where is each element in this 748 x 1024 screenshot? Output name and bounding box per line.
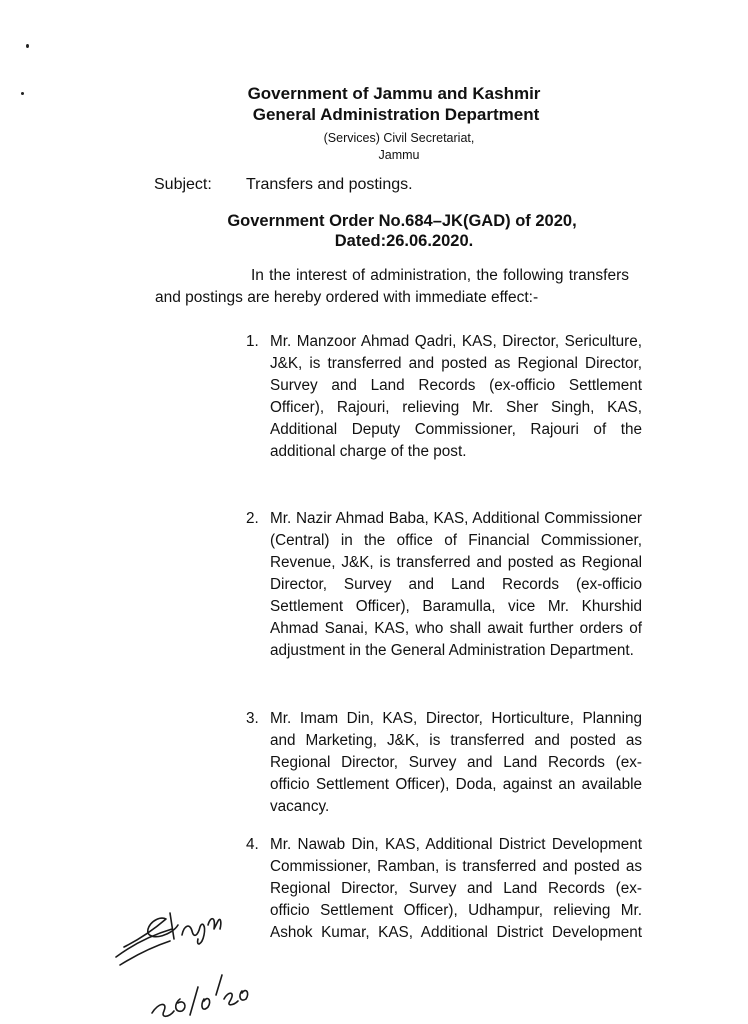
order-number: Government Order No.684–JK(GAD) of 2020, (227, 212, 577, 230)
order-item (246, 331, 642, 463)
intro-paragraph: In the interest of administration, the following transfers and postings are hereby ordered with immediate effect:- (155, 267, 629, 306)
document-title: Government of Jammu and Kashmir (247, 84, 541, 103)
subject-text: Transfers and postings. (246, 176, 413, 193)
subject-label: Subject: (154, 176, 212, 193)
order-item (246, 834, 642, 944)
item-number: 4. (246, 836, 259, 853)
handwritten-signature (112, 895, 272, 1020)
office-name: (Services) Civil Secretariat, (323, 131, 475, 145)
item-text: Mr. Manzoor Ahmad Qadri, KAS, Director, Sericulture, J&K, is transferred and posted as Regional Director, Survey and Land Records (ex-officio Settlement Officer), Rajouri, relieving Mr. Sher Singh, KAS, Additional Deputy Commissioner, Rajouri of the additional charge of the post. (270, 333, 642, 460)
subject-line (154, 176, 413, 194)
order-date: Dated:26.06.2020. (334, 232, 474, 250)
item-number: 2. (246, 510, 259, 527)
item-text: Mr. Nazir Ahmad Baba, KAS, Additional Commissioner (Central) in the office of Financial Commissioner, Revenue, J&K, is transferred and posted as Regional Director, Survey and Land Records (ex-officio Settlement Officer), Baramulla, vice Mr. Khurshid Ahmad Sanai, KAS, who shall await further orders of adjustment in the General Administration Department. (270, 510, 642, 659)
department-name: General Administration Department (252, 105, 540, 124)
order-item (246, 508, 642, 662)
item-text: Mr. Imam Din, KAS, Director, Horticulture, Planning and Marketing, J&K, is transferred and posted as Regional Director, Survey and Land Records (ex-officio Settlement Officer), Doda, against an available vacancy. (270, 710, 642, 815)
office-city: Jammu (378, 148, 420, 162)
scan-speck (26, 44, 29, 48)
item-number: 3. (246, 710, 259, 727)
order-item (246, 708, 642, 818)
item-number: 1. (246, 333, 259, 350)
item-text: Mr. Nawab Din, KAS, Additional District Development Commissioner, Ramban, is transferred and posted as Regional Director, Survey and Land Records (ex-officio Settlement Officer), Udhampur, relieving Mr. Ashok Kumar, KAS, Additional District Development (270, 836, 642, 941)
